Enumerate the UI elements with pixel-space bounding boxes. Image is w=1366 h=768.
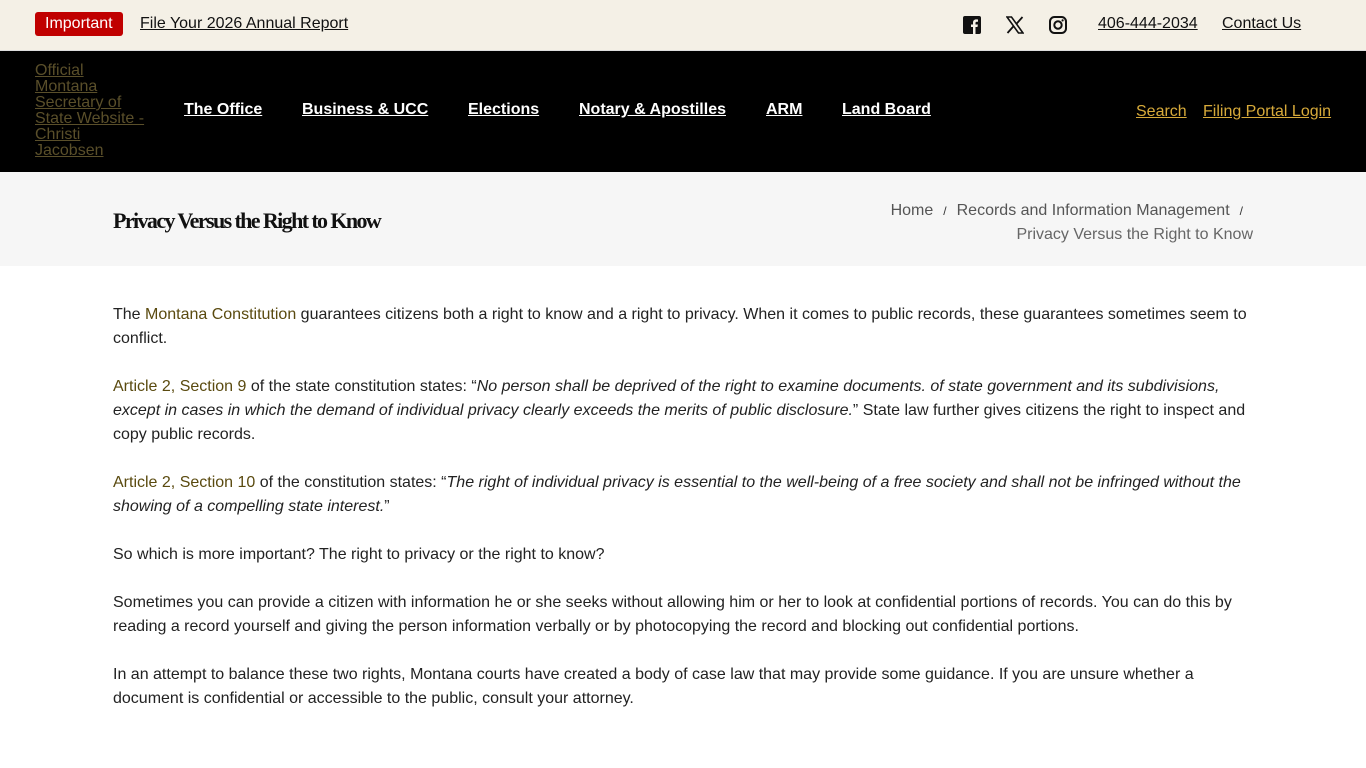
- text: of the state constitution states: “: [246, 378, 477, 395]
- nav-arm[interactable]: ARM: [766, 101, 803, 118]
- paragraph: Sometimes you can provide a citizen with information he or she seeks without allowing him or her to look at confidential portions of records. You can do this by reading a record yourself and giving the person information verbally or by photocopying the record and blocking out confidential portions.: [113, 594, 1232, 635]
- annual-report-link[interactable]: File Your 2026 Annual Report: [140, 15, 349, 32]
- breadcrumb-records[interactable]: Records and Information Management: [956, 202, 1230, 219]
- nav-business-ucc[interactable]: Business & UCC: [302, 101, 429, 118]
- paragraph: [113, 303, 1253, 351]
- montana-constitution-link[interactable]: Montana Constitution: [145, 306, 297, 323]
- search-link[interactable]: Search: [1136, 103, 1187, 120]
- article-2-section-9-link[interactable]: Article 2, Section 9: [113, 378, 247, 395]
- text: The: [113, 306, 146, 323]
- important-badge: Important: [35, 12, 123, 36]
- nav-land-board[interactable]: Land Board: [842, 101, 931, 118]
- quote: The right of individual privacy is essential to the well-being of a free society and shall not be infringed without the showing of a compelling state interest.: [113, 474, 1241, 515]
- nav-elections[interactable]: Elections: [468, 101, 540, 118]
- breadcrumb-current: Privacy Versus the Right to Know: [1016, 226, 1253, 243]
- paragraph: So which is more important? The right to privacy or the right to know?: [113, 546, 605, 563]
- contact-us-link[interactable]: Contact Us: [1222, 15, 1302, 32]
- nav-notary-apostilles[interactable]: Notary & Apostilles: [579, 101, 726, 118]
- text: ” State law further gives citizens the right to inspect and copy public records.: [113, 402, 1246, 443]
- instagram-icon[interactable]: [1047, 14, 1069, 36]
- facebook-icon[interactable]: [961, 14, 983, 36]
- breadcrumb-separator: /: [943, 204, 947, 218]
- text: ”: [384, 498, 390, 515]
- main-nav: [0, 51, 1366, 172]
- breadcrumb-separator: /: [1239, 204, 1243, 218]
- page-title: Privacy Versus the Right to Know: [113, 208, 381, 233]
- article-2-section-10-link[interactable]: Article 2, Section 10: [113, 474, 256, 491]
- top-bar: [0, 0, 1366, 51]
- nav-the-office[interactable]: The Office: [184, 101, 263, 118]
- x-icon[interactable]: [1004, 14, 1026, 36]
- text: guarantees citizens both a right to know and a right to privacy. When it comes to public records, these guarantees sometimes seem to conflict.: [113, 306, 1247, 347]
- main-content: [0, 266, 1366, 711]
- text: of the constitution states: “: [255, 474, 447, 491]
- site-logo-link[interactable]: Official Montana Secretary of State Website - Christi Jacobsen: [35, 62, 145, 159]
- paragraph: [113, 471, 1253, 519]
- quote: No person shall be deprived of the right to examine documents. of state government and its subdivisions, except in cases in which the demand of individual privacy clearly exceeds the merits of public disclosure.: [113, 378, 1220, 419]
- phone-link[interactable]: 406-444-2034: [1098, 15, 1198, 32]
- paragraph: [113, 375, 1253, 447]
- breadcrumb: [891, 199, 1253, 247]
- breadcrumb-home[interactable]: Home: [890, 202, 934, 219]
- paragraph: In an attempt to balance these two rights, Montana courts have created a body of case law that may provide some guidance. If you are unsure whether a document is confidential or accessible to the public, consult your attorney.: [113, 666, 1194, 707]
- filing-portal-login-link[interactable]: Filing Portal Login: [1203, 103, 1332, 120]
